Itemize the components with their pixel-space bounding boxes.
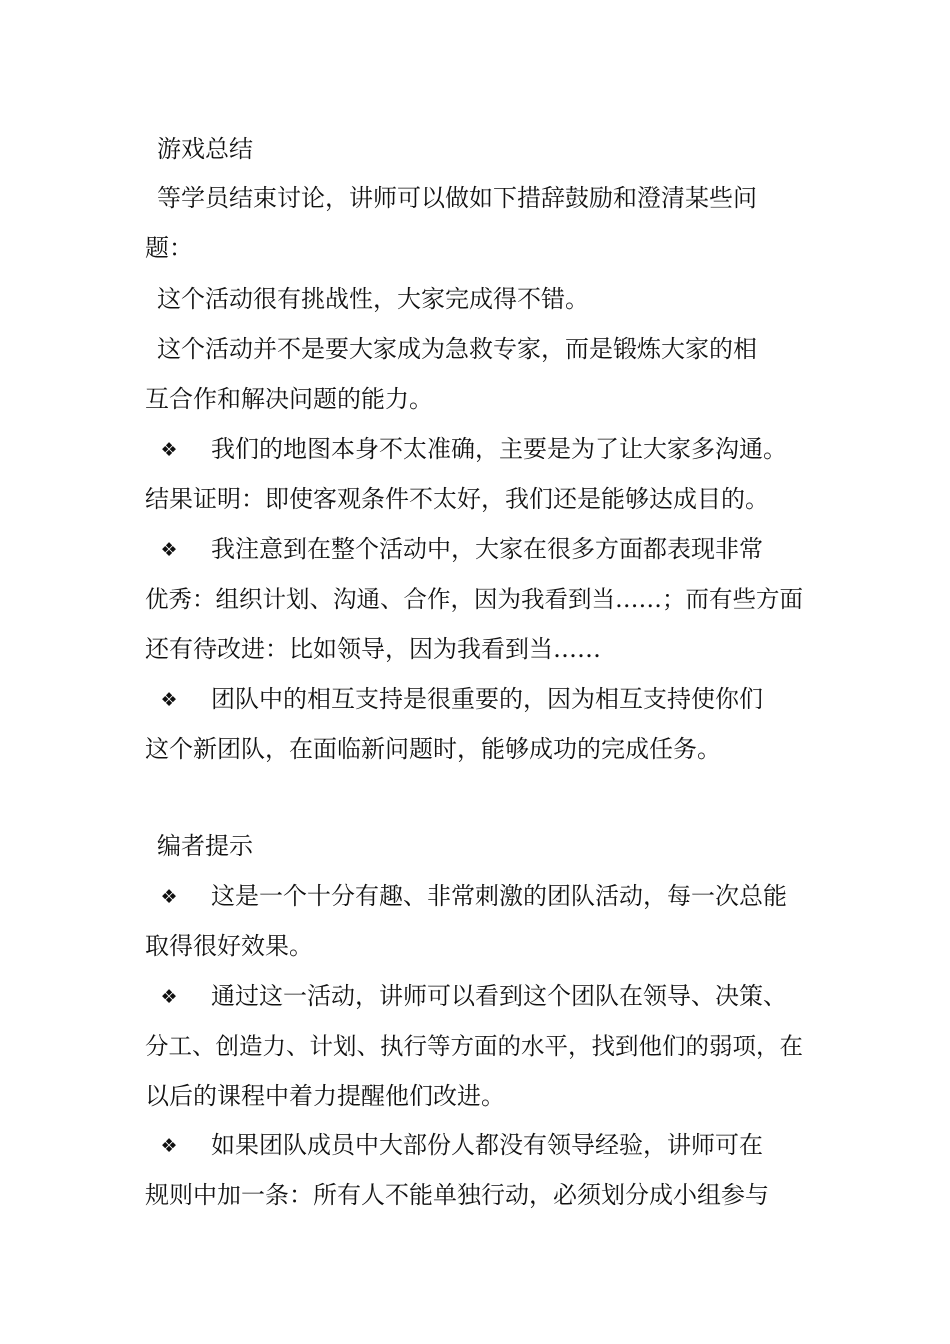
diamond-bullet-icon: ❖ (160, 1135, 178, 1157)
bullet-continuation: 分工、创造力、计划、执行等方面的水平，找到他们的弱项，在 (145, 1032, 803, 1060)
bullet-text: 通过这一活动，讲师可以看到这个团队在领导、决策、 (211, 982, 787, 1010)
diamond-bullet-icon: ❖ (160, 539, 178, 561)
bullet-continuation: 规则中加一条：所有人不能单独行动，必须划分成小组参与 (145, 1181, 769, 1209)
bullet-continuation: 结果证明：即使客观条件不太好，我们还是能够达成目的。 (145, 485, 769, 513)
bullet-continuation: 以后的课程中着力提醒他们改进。 (145, 1082, 505, 1110)
bullet-item-map (145, 434, 810, 465)
diamond-bullet-icon: ❖ (160, 986, 178, 1008)
bullet-item-fun-activity (145, 881, 810, 912)
bullet-continuation: 这个新团队，在面临新问题时，能够成功的完成任务。 (145, 735, 721, 763)
bullet-text: 这是一个十分有趣、非常刺激的团队活动，每一次总能 (211, 882, 787, 910)
intro-line-2: 题： (145, 234, 193, 262)
bullet-continuation: 还有待改进：比如领导，因为我看到当…… (145, 635, 601, 663)
bullet-text: 团队中的相互支持是很重要的，因为相互支持使你们 (211, 685, 763, 713)
diamond-bullet-icon: ❖ (160, 439, 178, 461)
bullet-item-support (145, 684, 810, 715)
bullet-text: 我注意到在整个活动中，大家在很多方面都表现非常 (211, 535, 763, 563)
paragraph-challenge: 这个活动很有挑战性，大家完成得不错。 (157, 285, 589, 313)
bullet-item-observation (145, 981, 810, 1012)
bullet-continuation: 取得很好效果。 (145, 932, 313, 960)
bullet-continuation: 优秀：组织计划、沟通、合作，因为我看到当……；而有些方面 (145, 585, 803, 613)
paragraph-purpose-line-1: 这个活动并不是要大家成为急救专家，而是锻炼大家的相 (157, 335, 757, 363)
bullet-text: 如果团队成员中大部份人都没有领导经验，讲师可在 (211, 1131, 763, 1159)
bullet-item-excellence (145, 534, 810, 565)
intro-line-1: 等学员结束讨论，讲师可以做如下措辞鼓励和澄清某些问 (157, 184, 757, 212)
diamond-bullet-icon: ❖ (160, 886, 178, 908)
section-heading-game-summary: 游戏总结 (157, 135, 253, 163)
section-heading-editor-tips: 编者提示 (157, 832, 253, 860)
bullet-text: 我们的地图本身不太准确，主要是为了让大家多沟通。 (211, 435, 787, 463)
bullet-item-leadership-rule (145, 1130, 810, 1161)
diamond-bullet-icon: ❖ (160, 689, 178, 711)
paragraph-purpose-line-2: 互合作和解决问题的能力。 (145, 385, 433, 413)
